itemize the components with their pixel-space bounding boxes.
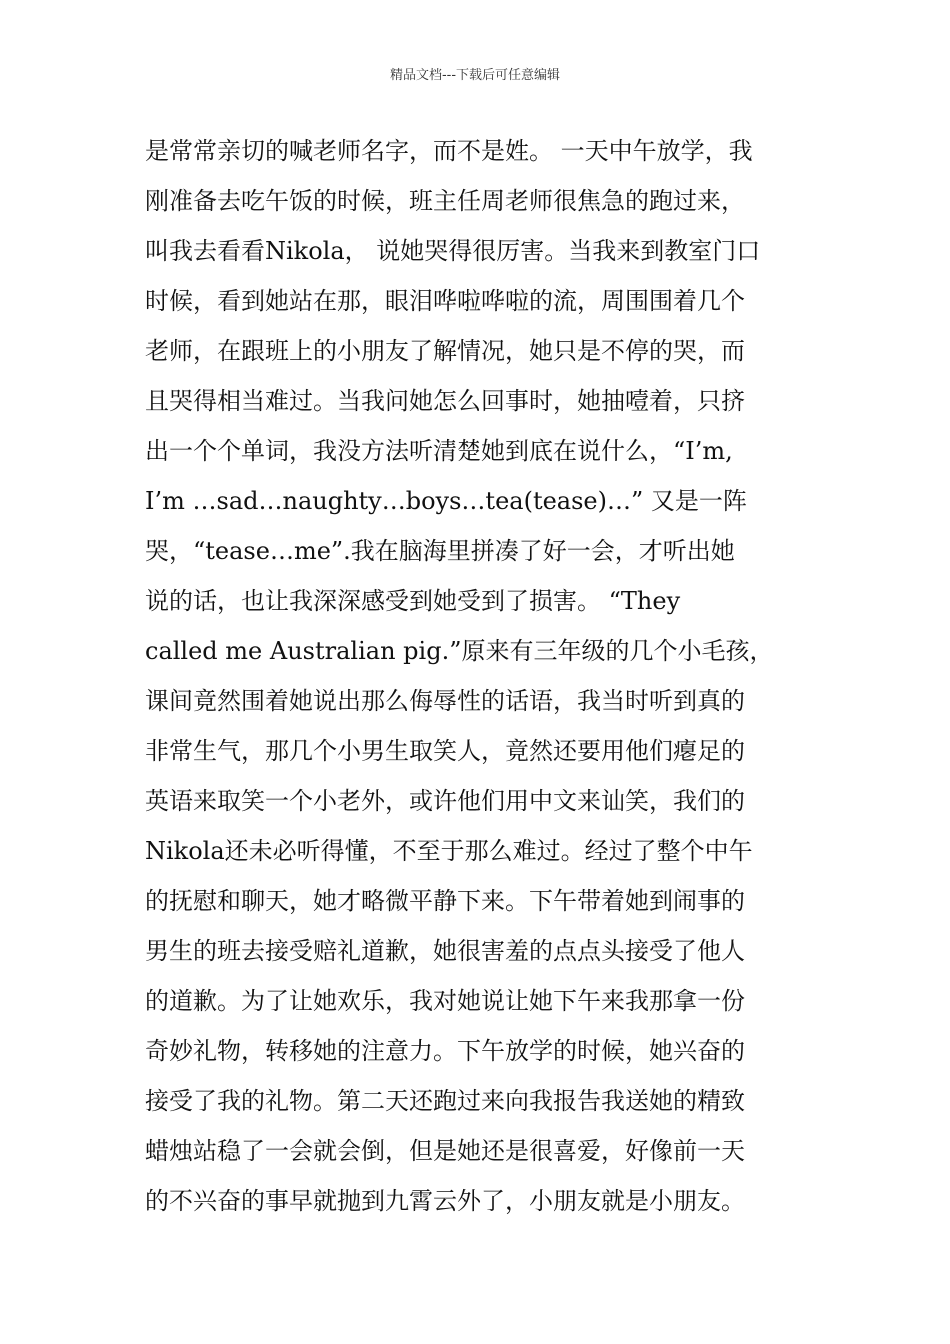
text-line: Nikola还未必听得懂，不至于那么难过。经过了整个中午 xyxy=(145,837,753,865)
text-line: 是常常亲切的喊老师名字，而不是姓。 一天中午放学，我 xyxy=(145,137,753,165)
page-header: 精品文档---下载后可任意编辑 xyxy=(389,68,561,83)
text-line: 课间竟然围着她说出那么侮辱性的话语，我当时听到真的 xyxy=(145,687,745,715)
text-line: called me Australian pig.”原来有三年级的几个小毛孩， xyxy=(145,637,774,665)
text-line: 时候，看到她站在那，眼泪哗啦哗啦的流，周围围着几个 xyxy=(145,287,745,315)
text-line: 出一个个单词，我没方法听清楚她到底在说什么，“I’m, xyxy=(145,437,733,465)
text-line: 老师，在跟班上的小朋友了解情况，她只是不停的哭，而 xyxy=(145,337,745,365)
text-line: 男生的班去接受赔礼道歉，她很害羞的点点头接受了他人 xyxy=(145,937,745,965)
text-line: 的抚慰和聊天，她才略微平静下来。下午带着她到闹事的 xyxy=(145,887,745,915)
text-line: 非常生气，那几个小男生取笑人，竟然还要用他们瘪足的 xyxy=(145,737,745,765)
text-line: 的道歉。为了让她欢乐，我对她说让她下午来我那拿一份 xyxy=(145,987,745,1015)
text-line: 接受了我的礼物。第二天还跑过来向我报告我送她的精致 xyxy=(145,1087,745,1115)
text-line: 刚准备去吃午饭的时候，班主任周老师很焦急的跑过来， xyxy=(145,187,745,215)
text-line: 且哭得相当难过。当我问她怎么回事时，她抽噎着，只挤 xyxy=(145,387,745,415)
text-line: 英语来取笑一个小老外，或许他们用中文来讪笑，我们的 xyxy=(145,787,745,815)
text-line: 蜡烛站稳了一会就会倒，但是她还是很喜爱，好像前一天 xyxy=(145,1137,745,1165)
body-text xyxy=(145,126,825,1226)
text-line: 说的话，也让我深深感受到她受到了损害。 “They xyxy=(145,587,681,615)
text-line: 叫我去看看Nikola， 说她哭得很厉害。当我来到教室门口 xyxy=(145,237,761,265)
text-line: 哭，“tease…me”.我在脑海里拼凑了好一会，才听出她 xyxy=(145,537,735,565)
text-line: I’m …sad…naughty…boys…tea(tease)…” 又是一阵 xyxy=(145,487,747,515)
text-line: 奇妙礼物，转移她的注意力。下午放学的时候，她兴奋的 xyxy=(145,1037,745,1065)
text-line: 的不兴奋的事早就抛到九霄云外了，小朋友就是小朋友。 xyxy=(145,1187,745,1215)
